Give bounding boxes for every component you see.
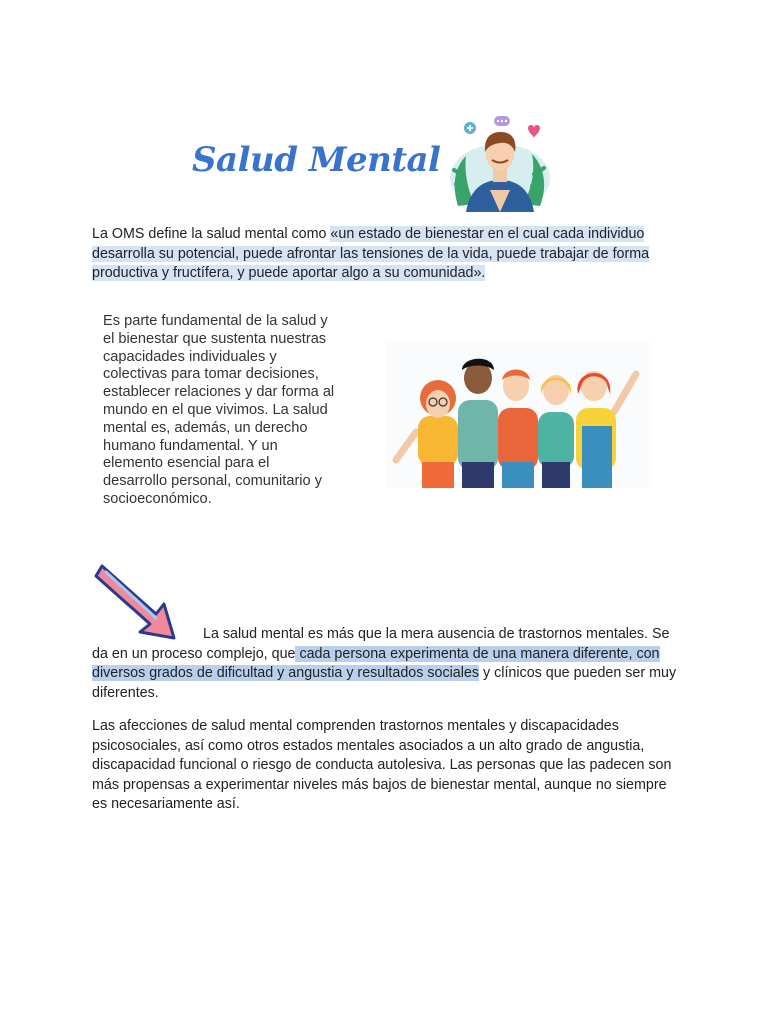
oms-intro-text: La OMS define la salud mental como — [92, 226, 327, 242]
group-of-friends-illustration — [386, 342, 652, 488]
paragraph-start: La salud mental es más que la mera ausencia de trastornos mentales. Se da en un proceso complejo, que — [92, 626, 670, 662]
page-title: Salud Mental — [192, 140, 441, 180]
conditions-paragraph: Las afecciones de salud mental comprenden trastornos mentales y discapacidades psicosociales, así como otros estados mentales asociados a un alto grado de angustia, discapacidad funcional o riesgo de conducta autolesiva. Las personas que las padecen son más propensas a experimentar niveles más bajos de bienestar mental, aunque no siempre es necesariamente así. — [92, 718, 672, 812]
paragraph-highlight: cada persona experimenta de una manera diferente, con diversos grados de dificultad y angustia y resultados sociales — [92, 645, 660, 681]
paragraph-end: y clínicos que pueden ser muy diferentes. — [92, 665, 677, 701]
meditating-person-icon — [444, 116, 552, 212]
complexity-paragraph — [92, 625, 677, 703]
card-text-block: Es parte fundamental de la salud y el bienestar que sustenta nuestras capacidades individuales y colectivas para tomar decisiones, establecer relaciones y dar forma al mundo en el que vivimos. La salud mental es, además, un derecho humano fundamental. Y un elemento esencial para el desarrollo personal, comunitario y socioeconómico. — [103, 313, 335, 507]
oms-quote-highlight: «un estado de bienestar en el cual cada individuo desarrolla su potencial, puede afrontar las tensiones de la vida, puede trabajar de forma productiva y fructífera, y puede aportar algo a su comunidad». — [92, 226, 650, 281]
oms-definition-paragraph — [92, 225, 672, 284]
